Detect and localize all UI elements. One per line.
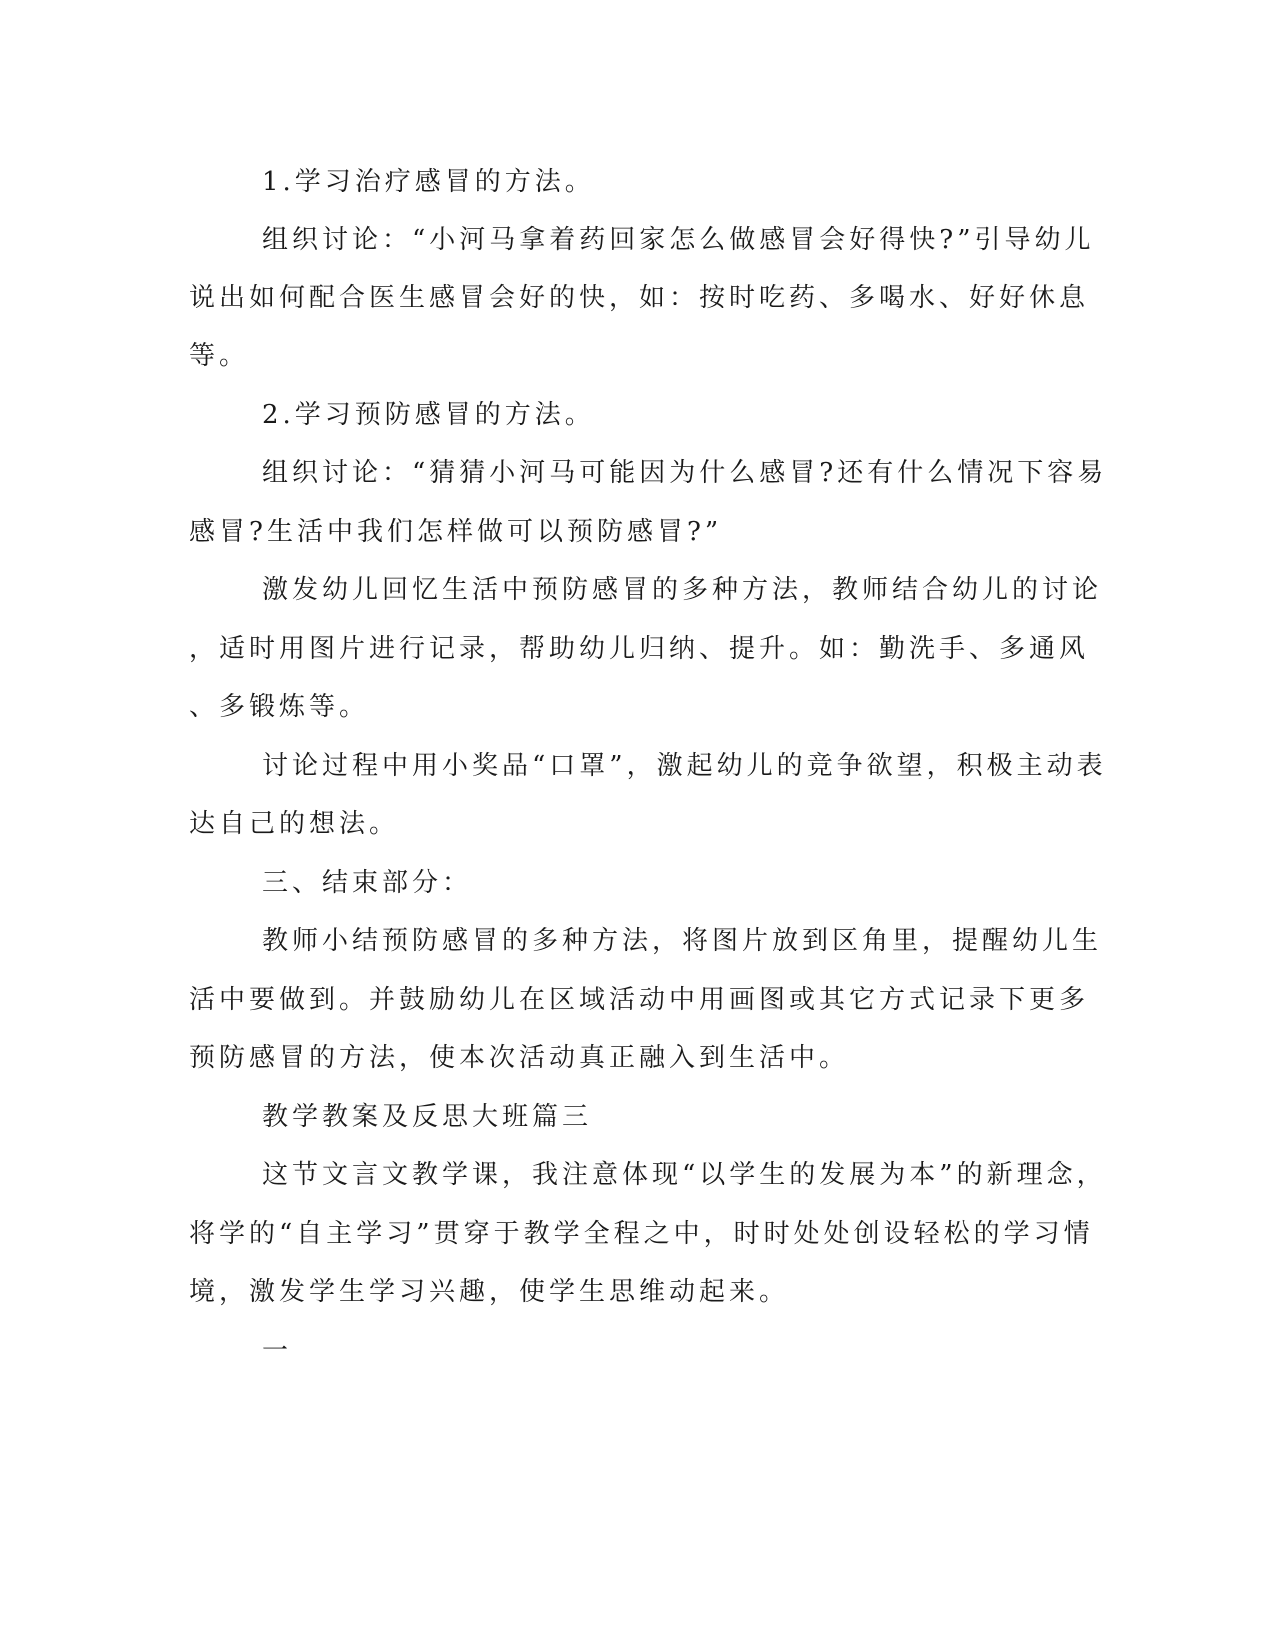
text-line: 1.学习治疗感冒的方法。 xyxy=(262,167,595,197)
text-line: 2.学习预防感冒的方法。 xyxy=(262,400,595,430)
text-line: 将学的“自主学习”贯穿于教学全程之中，时时处处创设轻松的学习情 xyxy=(189,1219,1094,1249)
text-line: 组织讨论：“猜猜小河马可能因为什么感冒?还有什么情况下容易 xyxy=(262,458,1108,488)
text-line: 一 xyxy=(262,1336,293,1366)
text-line: 等。 xyxy=(189,341,250,371)
text-line: 激发幼儿回忆生活中预防感冒的多种方法，教师结合幼儿的讨论 xyxy=(262,575,1103,605)
text-line: 教师小结预防感冒的多种方法，将图片放到区角里，提醒幼儿生 xyxy=(262,926,1103,956)
text-line: 讨论过程中用小奖品“口罩”，激起幼儿的竞争欲望，积极主动表 xyxy=(262,751,1107,781)
text-line: 感冒?生活中我们怎样做可以预防感冒?” xyxy=(189,517,723,547)
text-line: 说出如何配合医生感冒会好的快，如：按时吃药、多喝水、好好休息 xyxy=(189,283,1090,313)
text-line: 、多锻炼等。 xyxy=(189,692,370,722)
text-line: 这节文言文教学课，我注意体现“以学生的发展为本”的新理念， xyxy=(262,1160,1107,1190)
text-line: 境，激发学生学习兴趣，使学生思维动起来。 xyxy=(189,1277,790,1307)
text-line: 达自己的想法。 xyxy=(189,809,400,839)
section-heading: 三、结束部分： xyxy=(262,868,473,898)
text-line: 预防感冒的方法，使本次活动真正融入到生活中。 xyxy=(189,1043,850,1073)
text-line: ，适时用图片进行记录，帮助幼儿归纳、提升。如：勤洗手、多通风 xyxy=(189,634,1090,664)
text-line: 活中要做到。并鼓励幼儿在区域活动中用画图或其它方式记录下更多 xyxy=(189,985,1090,1015)
text-line: 组织讨论：“小河马拿着药回家怎么做感冒会好得快?”引导幼儿 xyxy=(262,225,1095,255)
section-heading: 教学教案及反思大班篇三 xyxy=(262,1102,593,1132)
